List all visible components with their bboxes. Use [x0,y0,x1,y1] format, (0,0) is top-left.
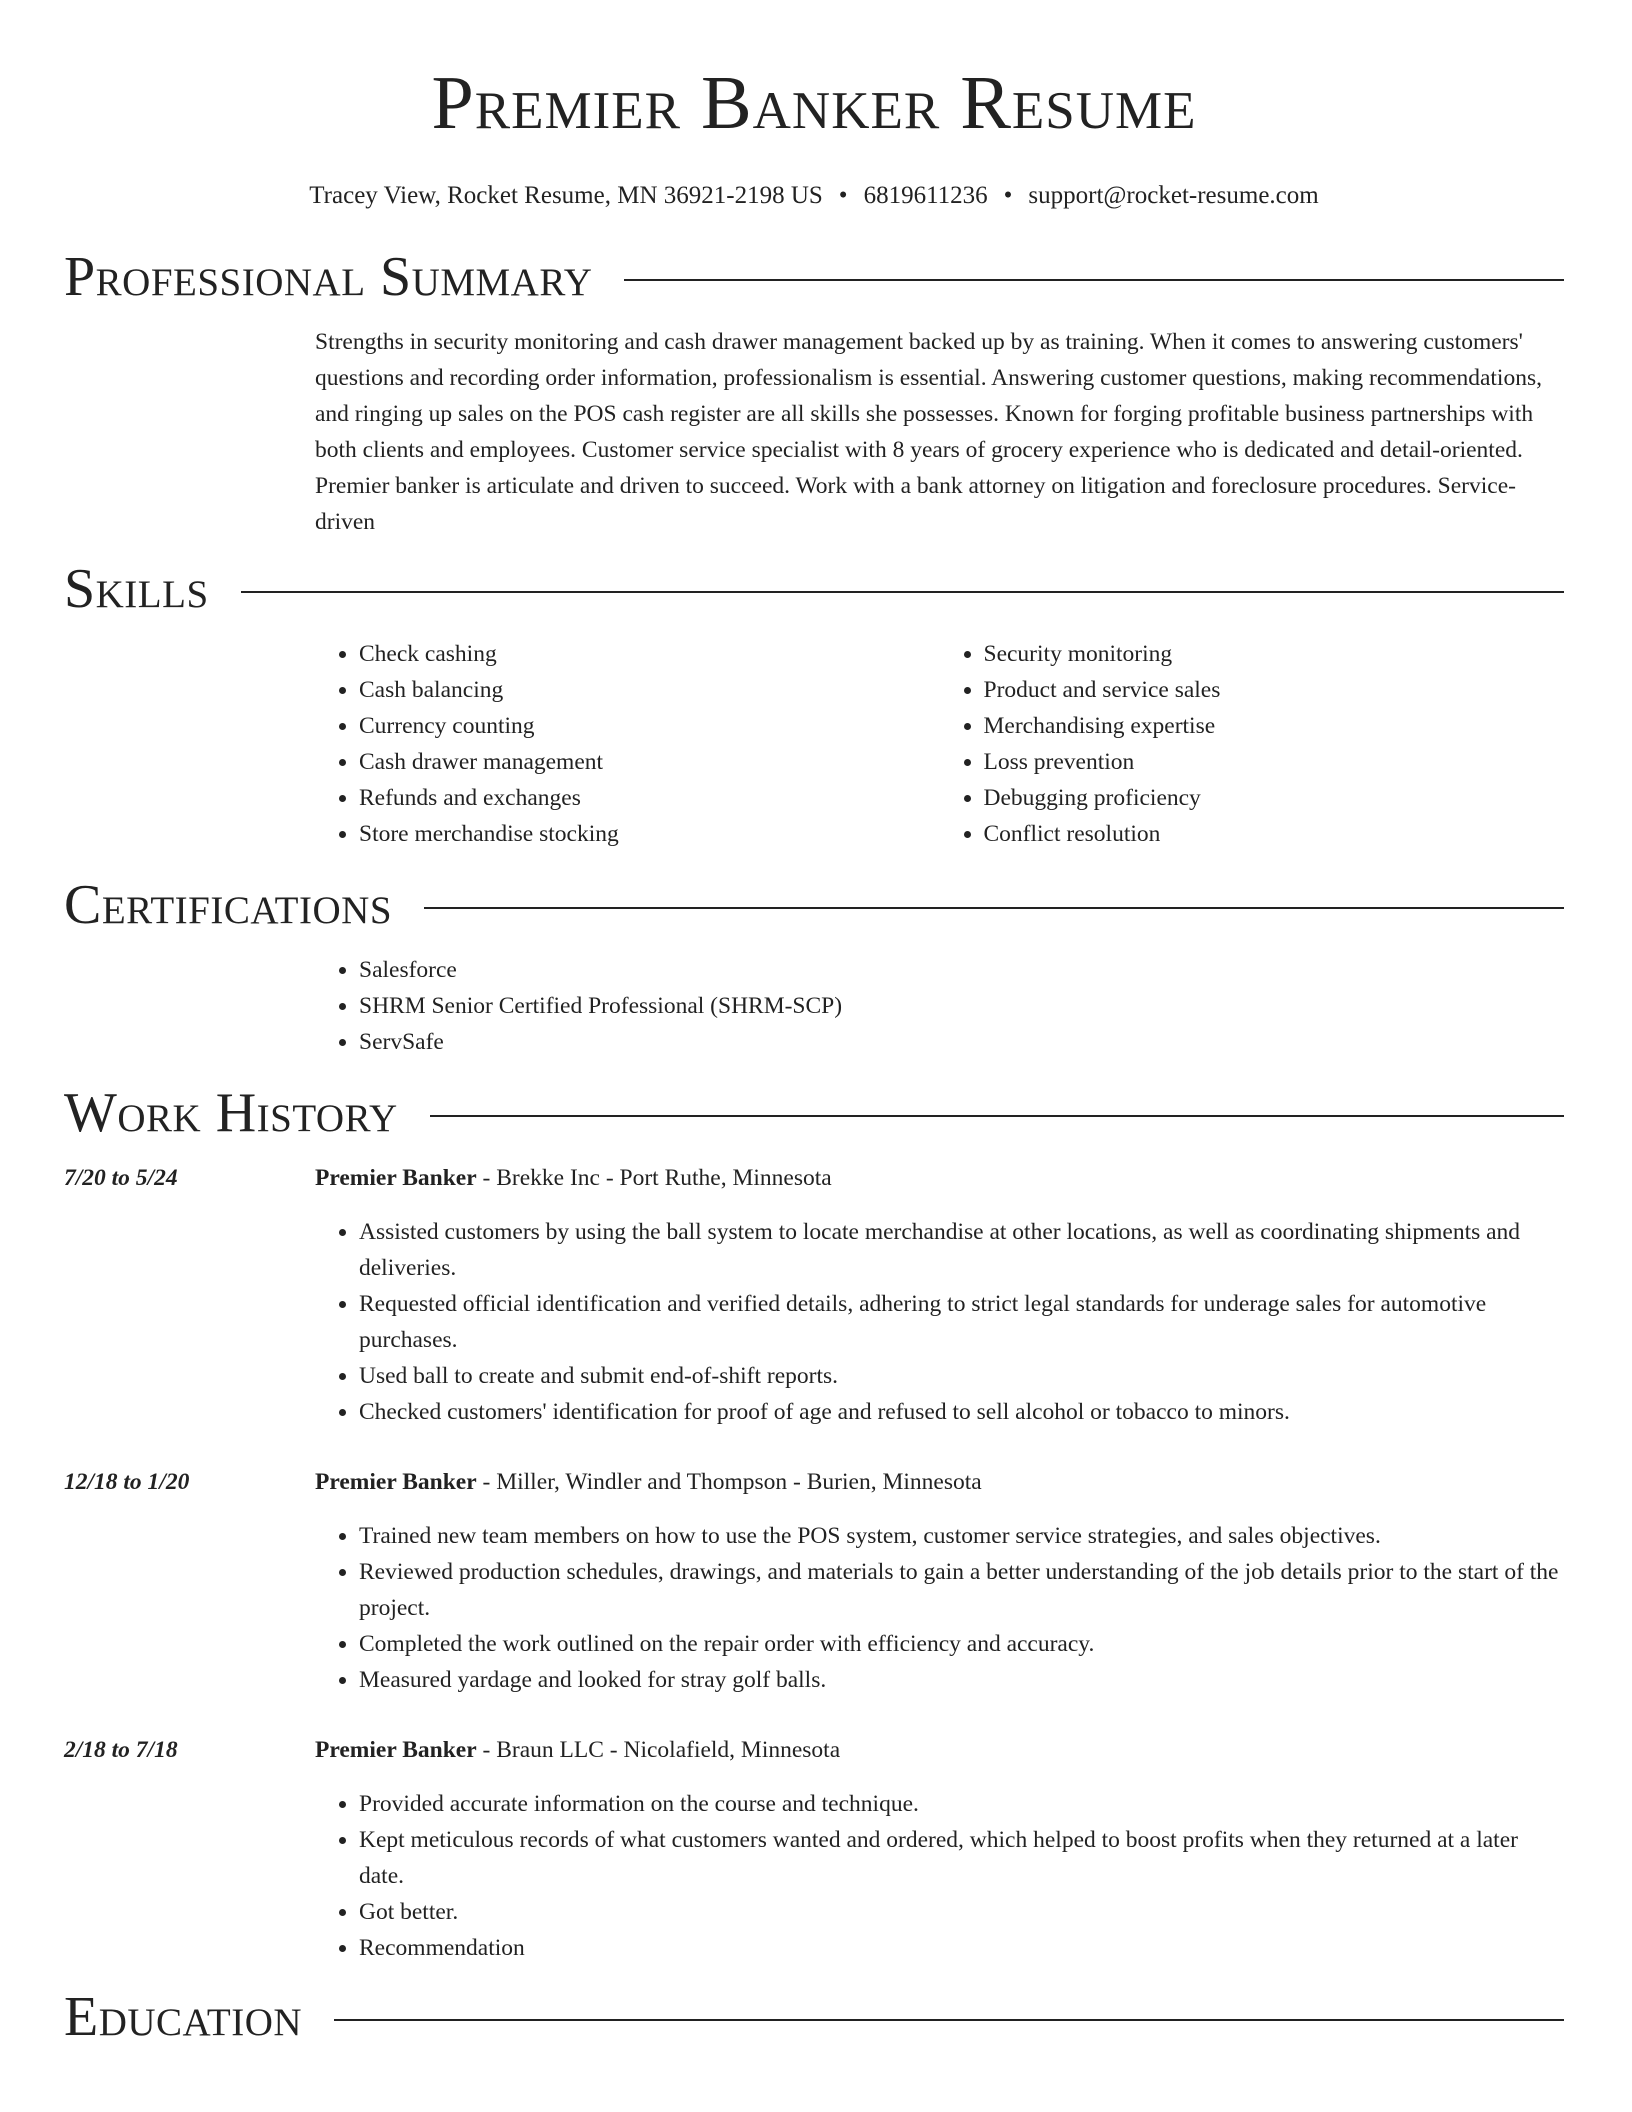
job-bullet: • Reviewed production schedules, drawings, and materials to gain a better understanding of the job details prior to the start of the project. [359,1554,1564,1626]
job-entry [64,1160,1564,1430]
job-bullet: • Trained new team members on how to use the POS system, customer service strategies, and sales objectives. [359,1518,1564,1554]
job-bullet: • Checked customers' identification for proof of age and refused to sell alcohol or tobacco to minors. [359,1394,1564,1430]
job-bullets [315,1518,1564,1698]
skills-list [315,636,1564,852]
job-bullet: • Used ball to create and submit end-of-shift reports. [359,1358,1564,1394]
job-bullets [315,1786,1564,1966]
job-bullet: • Completed the work outlined on the repair order with efficiency and accuracy. [359,1626,1564,1662]
skills-heading: Skills [64,558,209,620]
contact-address: Tracey View, Rocket Resume, MN 36921-2198 US [309,182,823,209]
job-bullet: • Measured yardage and looked for stray golf balls. [359,1662,1564,1698]
work-history-heading: Work History [64,1082,398,1144]
job-title-line [315,1732,1564,1768]
job-entry [64,1732,1564,1966]
job-bullet: • Provided accurate information on the course and technique. [359,1786,1564,1822]
skill-item: • Store merchandise stocking [359,816,940,852]
skill-item: • Currency counting [359,708,940,744]
job-bullet: • Recommendation [359,1930,1564,1966]
section-divider [424,907,1564,909]
job-dates: 12/18 to 1/20 [64,1469,190,1495]
resume-title: Premier Banker Resume [431,61,1197,145]
skill-item: • Cash drawer management [359,744,940,780]
job-bullet: • Kept meticulous records of what customers wanted and ordered, which helped to boost profits when they returned at a later date. [359,1822,1564,1894]
job-title: Premier Banker [315,1469,477,1495]
skill-item: • Cash balancing [359,672,940,708]
certifications-section-header [64,872,1564,938]
skill-item: • Security monitoring [984,636,1565,672]
summary-text: Strengths in security monitoring and cash drawer management backed up by as training. When it comes to answering customers' questions and recording order information, professionalism is essential. Answering customer questions, making recommendations, and ringing up sales on the POS cash register are all skills she possesses. Known for forging profitable business partnerships with both clients and employees. Customer service specialist with 8 years of grocery experience who is dedicated and detail-oriented. Premier banker is articulate and driven to succeed. Work with a bank attorney on litigation and foreclosure procedures. Service-driven [315,329,1542,535]
skill-item: • Debugging proficiency [984,780,1565,816]
skills-column-left [315,636,940,852]
certification-item: • SHRM Senior Certified Professional (SHRM-SCP) [359,988,1564,1024]
job-bullets [315,1214,1564,1430]
certifications-list [315,952,1564,1060]
job-bullet: • Got better. [359,1894,1564,1930]
job-dates: 7/20 to 5/24 [64,1165,178,1191]
skills-column-right [940,636,1565,852]
skill-item: • Loss prevention [984,744,1565,780]
job-title-line [315,1160,1564,1196]
skill-item: • Merchandising expertise [984,708,1565,744]
section-divider [430,1115,1564,1117]
contact-separator: • [838,182,848,209]
education-section-header [64,1984,1564,2050]
certifications-heading: Certifications [64,874,393,936]
work-history-section-header [64,1080,1564,1146]
skill-item: • Product and service sales [984,672,1565,708]
contact-email[interactable]: support@rocket-resume.com [1028,182,1319,209]
summary-heading: Professional Summary [64,246,593,308]
job-dates: 2/18 to 7/18 [64,1737,178,1763]
job-company: - Brekke Inc - Port Ruthe, Minnesota [476,1165,832,1191]
job-title: Premier Banker [315,1737,477,1763]
job-bullet: • Assisted customers by using the ball system to locate merchandise at other locations, as well as coordinating shipments and deliveries. [359,1214,1564,1286]
education-heading: Education [64,1986,303,2048]
job-bullet: • Requested official identification and verified details, adhering to strict legal standards for underage sales for automotive purchases. [359,1286,1564,1358]
summary-section-header [64,244,1564,310]
certification-item: • Salesforce [359,952,1564,988]
section-divider [334,2019,1564,2021]
skills-section-header [64,556,1564,622]
skill-item: • Conflict resolution [984,816,1565,852]
certification-item: • ServSafe [359,1024,1564,1060]
contact-phone: 6819611236 [863,182,988,209]
skill-item: • Refunds and exchanges [359,780,940,816]
job-title-line [315,1464,1564,1500]
job-company: - Braun LLC - Nicolafield, Minnesota [476,1737,841,1763]
section-divider [241,591,1564,593]
job-entry [64,1464,1564,1698]
skill-item: • Check cashing [359,636,940,672]
job-title: Premier Banker [315,1165,477,1191]
section-divider [624,279,1564,281]
contact-separator: • [1003,182,1013,209]
job-company: - Miller, Windler and Thompson - Burien, Minnesota [476,1469,982,1495]
contact-line [64,180,1564,212]
